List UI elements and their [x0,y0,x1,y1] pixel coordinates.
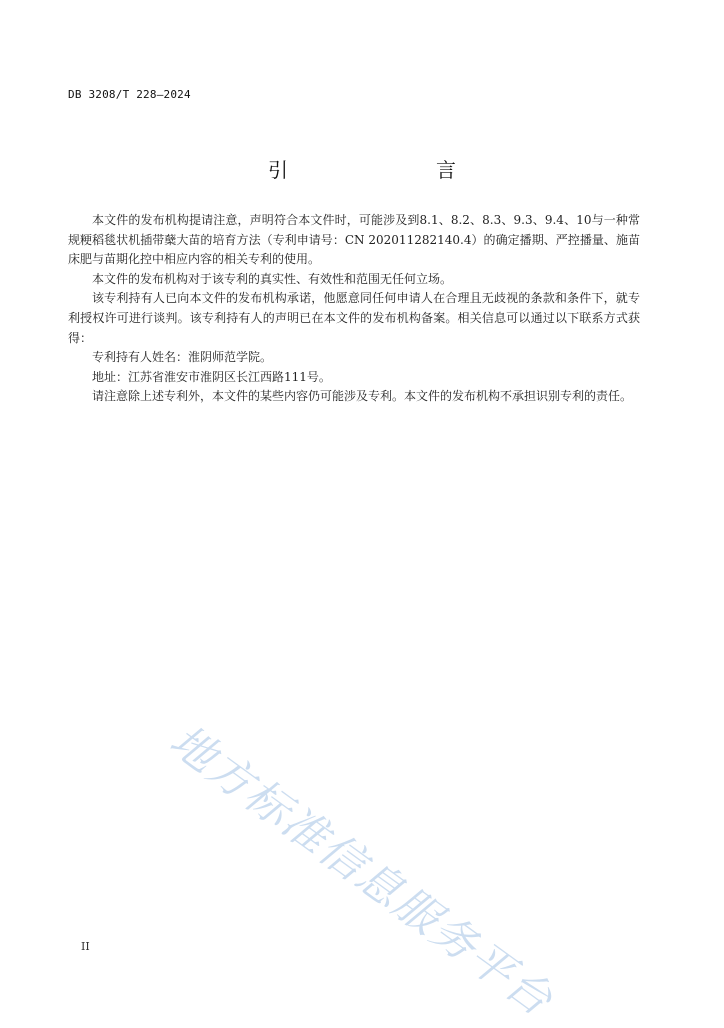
paragraph-disclaimer: 请注意除上述专利外，本文件的某些内容仍可能涉及专利。本文件的发布机构不承担识别专利的责任。 [92,389,633,404]
standard-code: DB 3208/T 228—2024 [68,88,191,101]
watermark: 地方标准信息服务平台 [160,715,563,1027]
page-title: 引 言 [268,158,492,182]
document-body [68,211,640,407]
paragraph-address: 地址：江苏省淮安市淮阴区长江西路111号。 [92,369,331,384]
paragraph-position: 本文件的发布机构对于该专利的真实性、有效性和范围无任何立场。 [92,271,453,286]
paragraph-commitment: 该专利持有人已向本文件的发布机构承诺，他愿意同任何申请人在合理且无歧视的条款和条件下，就专利授权许可进行谈判。该专利持有人的声明已在本文件的发布机构备案。相关信息可以通过以下联系方式获得： [68,291,640,345]
paragraph-holder-name: 专利持有人姓名：淮阴师范学院。 [92,350,273,365]
page-number: II [81,940,90,953]
paragraph-patent-notice: 本文件的发布机构提请注意，声明符合本文件时，可能涉及到8.1、8.2、8.3、9.3、9.4、10与一种常规粳稻毯状机插带蘖大苗的培育方法（专利申请号：CN 202011282140.4）的确定播期、严控播量、施苗床肥与苗期化控中相应内容的相关专利的使用。 [68,213,640,267]
